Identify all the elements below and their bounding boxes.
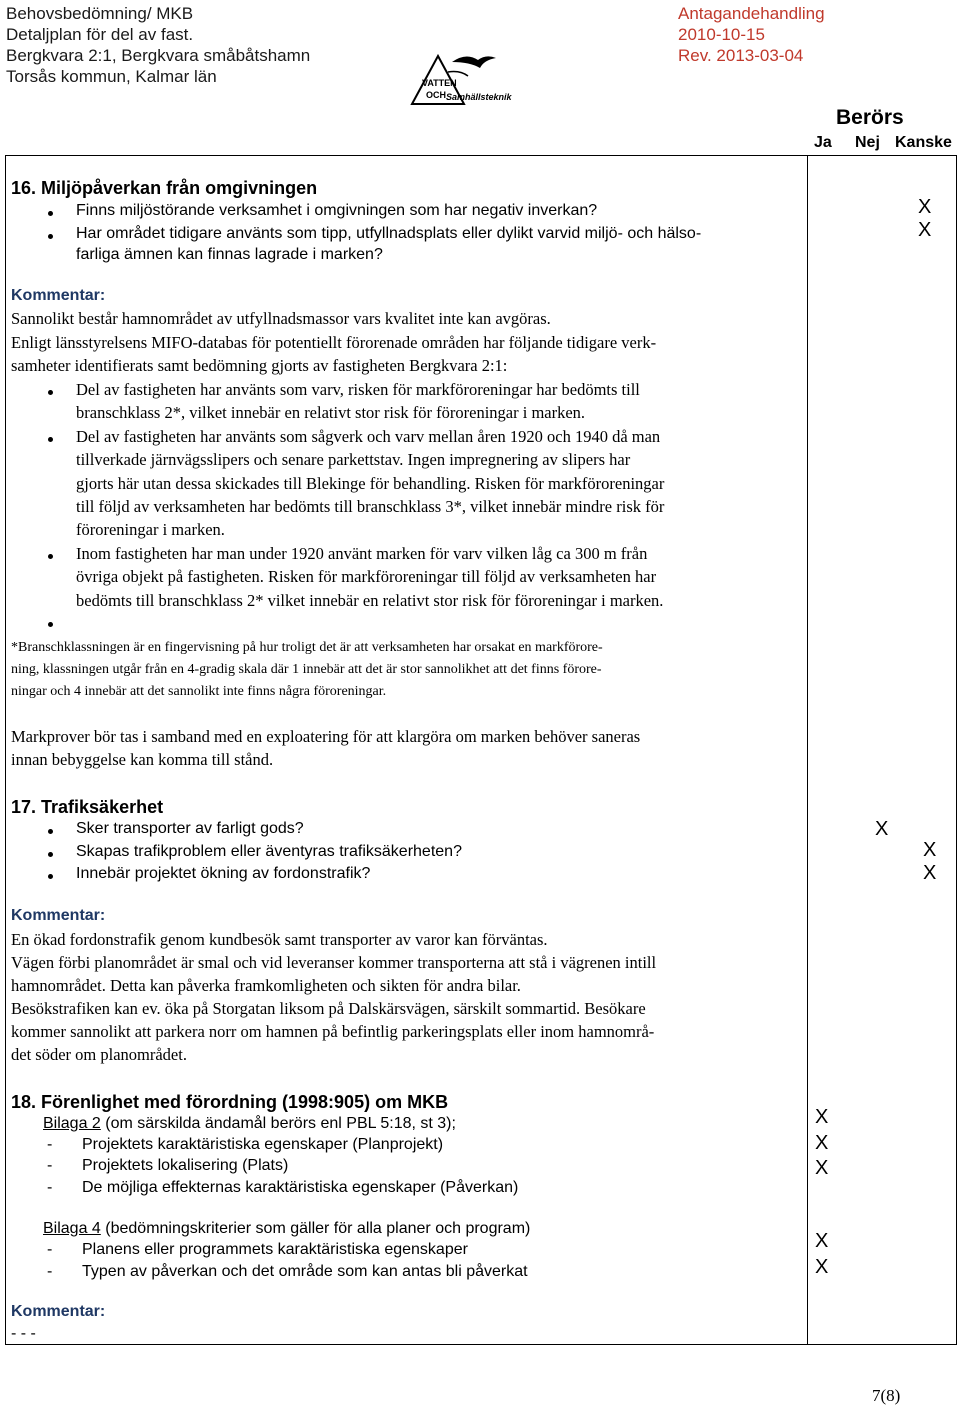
s16-footnote-1: *Branschklassningen är en fingervisning på hur troligt det är att verksamheten har orsakat en markförore- [11, 640, 603, 655]
s18-mark-3: X [815, 1157, 829, 1179]
s16-footnote-2: ning, klassningen utgår från en 4-gradig skala där 1 innebär att det är stor sannolikhet att det finns förore- [11, 662, 602, 677]
s16-b2-line-3: gjorts här utan dessa skickades till Blekinge för behandling. Risken för markföroreningar [76, 474, 665, 493]
s18-bilaga-2 [43, 1115, 456, 1133]
col-ja: Ja [814, 134, 832, 151]
logo-text-3: Samhällsteknik [446, 92, 512, 102]
s18-mark-2: X [815, 1132, 829, 1154]
s16-closing-2: innan bebyggelse kan komma till stånd. [11, 750, 274, 769]
bilaga-4-name: Bilaga 4 [43, 1220, 101, 1237]
s16-mark-1: X [918, 196, 932, 218]
s18-comment: - - - [11, 1325, 36, 1342]
s18-dash: - [47, 1157, 53, 1174]
bullet [48, 211, 53, 216]
bullet [48, 437, 53, 442]
s18-item4-2: Typen av påverkan och det område som kan antas bli påverkat [82, 1263, 528, 1280]
section-17-title: 17. Trafiksäkerhet [11, 797, 164, 817]
s17-mark-2: X [923, 839, 937, 861]
logo-text-2: OCH [426, 90, 446, 100]
s16-closing-1: Markprover bör tas i samband med en exploatering för att klargöra om marken behöver saneras [11, 727, 641, 746]
s18-dash: - [47, 1241, 53, 1258]
col-nej: Nej [855, 134, 880, 151]
s18-dash: - [47, 1179, 53, 1196]
s18-item2-1: Projektets karaktäristiska egenskaper (Planprojekt) [82, 1136, 444, 1153]
s18-dash: - [47, 1136, 53, 1153]
header-municipality: Torsås kommun, Kalmar län [6, 67, 217, 86]
s16-b2-line-1: Del av fastigheten har använts som sågverk och varv mellan åren 1920 och 1940 då man [76, 427, 661, 446]
s16-b1-line-1: Del av fastigheten har använts som varv, risken för markföroreningar har bedömts till [76, 380, 640, 399]
bilaga-2-name: Bilaga 2 [43, 1115, 101, 1132]
s18-item2-2: Projektets lokalisering (Plats) [82, 1157, 289, 1174]
logo-text-1: VATTEN [422, 78, 457, 88]
company-logo [408, 52, 518, 108]
s18-kommentar-label: Kommentar: [11, 1303, 106, 1320]
bilaga-4-desc: (bedömningskriterier som gäller för alla planer och program) [100, 1220, 531, 1237]
s17-question-3: Innebär projektet ökning av fordonstrafik? [76, 865, 371, 882]
s18-item4-1: Planens eller programmets karaktäristiska egenskaper [82, 1241, 468, 1258]
s17-comment-1: En ökad fordonstrafik genom kundbesök samt transporter av varor kan förväntas. [11, 930, 548, 949]
berors-heading: Berörs [836, 106, 904, 129]
section-16-title: 16. Miljöpåverkan från omgivningen [11, 178, 318, 198]
s16-para-line-2: samheter identifierats samt bedömning gjorts av fastigheten Bergkvara 2:1: [11, 356, 508, 375]
s16-question-1: Finns miljöstörande verksamhet i omgivningen som har negativ inverkan? [76, 202, 598, 219]
bullet [48, 829, 53, 834]
s16-b2-line-2: tillverkade järnvägsslipers och senare parkettstav. Ingen impregnering av slipers har [76, 450, 631, 469]
s18-bilaga-4 [43, 1220, 530, 1238]
s16-b2-line-5: föroreningar i marken. [76, 520, 225, 539]
header-revision: Rev. 2013-03-04 [678, 46, 804, 65]
s17-kommentar-label: Kommentar: [11, 907, 106, 924]
s17-comment-2: Vägen förbi planområdet är smal och vid leveranser kommer transporterna att stå i vägrenen intill [11, 953, 657, 972]
header-property: Bergkvara 2:1, Bergkvara småbåtshamn [6, 46, 311, 65]
header-status: Antagandehandling [678, 4, 825, 23]
header-plan: Detaljplan för del av fast. [6, 25, 194, 44]
bilaga-2-desc: (om särskilda ändamål berörs enl PBL 5:18, st 3); [100, 1115, 456, 1132]
s18-mark-5: X [815, 1256, 829, 1278]
s18-mark-1: X [815, 1106, 829, 1128]
s18-item2-3: De möjliga effekternas karaktäristiska egenskaper (Påverkan) [82, 1179, 519, 1196]
s16-para-line-1: Enligt länsstyrelsens MIFO-databas för potentiellt förorenade områden har följande tidigare verk- [11, 333, 657, 352]
s16-question-2: Har området tidigare använts som tipp, utfyllnadsplats eller dylikt varvid miljö- och hälso- [76, 225, 702, 242]
s17-mark-1: X [875, 818, 889, 840]
s16-footnote-3: ningar och 4 innebär att det sannolikt inte finns några föroreningar. [11, 684, 387, 699]
s17-comment-4: Besökstrafiken kan ev. öka på Storgatan liksom på Dalskärsvägen, särskilt sommartid. Besökare [11, 999, 646, 1018]
s16-b1-line-2: branschklass 2*, vilket innebär en relativt stor risk för föroreningar i marken. [76, 403, 586, 422]
s16-b2-line-4: till följd av verksamheten har bedömts till branschklass 3*, vilket innebär mindre risk för [76, 497, 665, 516]
page-number: 7(8) [872, 1386, 901, 1405]
s16-b3-line-3: bedömts till branschklass 2* vilket innebär en relativt stor risk för föroreningar i marken. [76, 591, 664, 610]
column-divider [807, 155, 808, 1345]
s16-comment-1: Sannolikt består hamnområdet av utfyllnadsmassor vars kvalitet inte kan avgöras. [11, 309, 551, 328]
section-18-title: 18. Förenlighet med förordning (1998:905) om MKB [11, 1092, 449, 1112]
logo-graphic [408, 52, 518, 108]
header-date: 2010-10-15 [678, 25, 765, 44]
s17-mark-3: X [923, 862, 937, 884]
s16-mark-2: X [918, 219, 932, 241]
bullet [48, 874, 53, 879]
bullet-empty [48, 622, 53, 627]
s16-question-2-cont: farliga ämnen kan finnas lagrade i marken? [76, 246, 383, 263]
s16-kommentar-label: Kommentar: [11, 287, 106, 304]
bullet [48, 554, 53, 559]
s17-question-2: Skapas trafikproblem eller äventyras trafiksäkerheten? [76, 843, 462, 860]
page-header [0, 0, 960, 150]
s16-b3-line-1: Inom fastigheten har man under 1920 använt marken för varv vilken låg ca 300 m från [76, 544, 648, 563]
s17-comment-6: det söder om planområdet. [11, 1045, 187, 1064]
header-doc-type: Behovsbedömning/ MKB [6, 4, 194, 23]
s18-mark-4: X [815, 1230, 829, 1252]
s17-comment-5: kommer sannolikt att parkera norr om hamnen på befintlig parkeringsplats eller inom hamnområ- [11, 1022, 655, 1041]
bullet [48, 234, 53, 239]
col-kanske: Kanske [895, 134, 952, 151]
bullet [48, 390, 53, 395]
s17-question-1: Sker transporter av farligt gods? [76, 820, 304, 837]
s18-dash: - [47, 1263, 53, 1280]
s17-comment-3: hamnområdet. Detta kan påverka framkomligheten och sikten för andra bilar. [11, 976, 521, 995]
s16-b3-line-2: övriga objekt på fastigheten. Risken för markföroreningar till följd av verksamheten har [76, 567, 657, 586]
bullet [48, 852, 53, 857]
